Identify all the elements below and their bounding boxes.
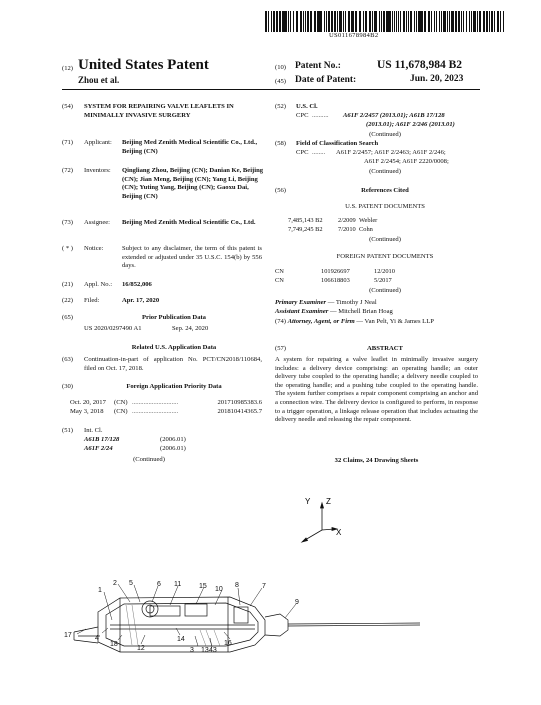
barcode-bar xyxy=(414,11,415,32)
barcode-bar xyxy=(461,11,462,32)
barcode-bar xyxy=(398,11,399,32)
ref-label: 18 xyxy=(110,641,118,648)
barcode-bar xyxy=(453,11,454,32)
barcode-bar xyxy=(328,11,330,32)
ref-label: 15 xyxy=(199,583,207,590)
notice-text: Subject to any disclaimer, the term of this patent is extended or adjusted under 35 U.S.C. 154(b) by 556 days. xyxy=(122,245,262,270)
priority-country: (CN) xyxy=(114,399,128,406)
notice-code: ( * ) xyxy=(62,245,73,252)
ref-label: 6 xyxy=(157,581,161,588)
axis-y-label: Y xyxy=(305,497,311,506)
applicant-code: (71) xyxy=(62,139,73,146)
filed-code: (22) xyxy=(62,297,73,304)
notice-label: Notice: xyxy=(84,245,104,252)
foreign-doc-date: 12/2010 xyxy=(374,268,395,275)
filed-label: Filed: xyxy=(84,297,100,304)
foreign-doc-date: 5/2017 xyxy=(374,277,392,284)
attorney-label: Attorney, Agent, or Firm xyxy=(287,318,355,325)
abstract-heading: ABSTRACT xyxy=(367,345,403,352)
priority-number: 201710985383.6 xyxy=(217,399,262,406)
device-hatching xyxy=(126,605,220,646)
ref-label: 14 xyxy=(177,636,185,643)
cpc-label: CPC xyxy=(296,112,309,119)
barcode-bar xyxy=(421,11,422,32)
ref-label: 9 xyxy=(295,599,299,606)
us-docs-continued: (Continued) xyxy=(369,236,401,243)
barcode-bar xyxy=(303,11,304,32)
uscl-code: (52) xyxy=(275,103,286,110)
ref-label: 1 xyxy=(98,587,102,594)
ref-label: 17 xyxy=(64,632,72,639)
priority-dots: ............................ xyxy=(132,399,179,406)
barcode-bar xyxy=(366,11,367,32)
barcode-bar xyxy=(447,11,448,32)
ref-label: 10 xyxy=(215,586,223,593)
cpc-dots: .......... xyxy=(312,112,329,119)
assistant-examiner: Mitchell Brian Hoag xyxy=(338,308,393,315)
field-continued: (Continued) xyxy=(369,168,401,175)
country-title: United States Patent xyxy=(78,57,209,73)
field-dots: ........ xyxy=(312,149,326,156)
barcode-bar xyxy=(489,11,490,32)
intcl-class: A61B 17/128 xyxy=(84,436,120,443)
barcode-bar xyxy=(268,11,269,32)
barcode-bar xyxy=(375,11,377,32)
barcode-bar xyxy=(381,11,382,32)
barcode-bar xyxy=(311,11,312,32)
date-code: (45) xyxy=(275,78,286,85)
header-rule xyxy=(62,89,480,90)
barcode-bar xyxy=(458,11,460,32)
ref-label: 11 xyxy=(174,581,182,588)
ref-label: 2 xyxy=(113,580,117,587)
prior-code: (65) xyxy=(62,314,73,321)
inventors-label: Inventors: xyxy=(84,167,111,174)
barcode-bar xyxy=(406,11,407,32)
barcode-bar xyxy=(477,11,478,32)
field-cpc-label: CPC xyxy=(296,149,309,156)
barcode-bar xyxy=(314,11,316,32)
barcode-bar xyxy=(434,11,435,32)
us-doc-number: 7,485,143 B2 xyxy=(288,217,323,224)
axes-diagram xyxy=(302,503,337,542)
barcode-bar xyxy=(360,11,361,32)
foreign-doc-country: CN xyxy=(275,277,284,284)
barcode-bar xyxy=(416,11,417,32)
priority-row xyxy=(70,408,262,417)
barcode-bar xyxy=(500,11,502,32)
barcode-bar xyxy=(352,11,353,32)
prior-publication-heading: Prior Publication Data xyxy=(142,314,206,321)
priority-list xyxy=(70,399,262,416)
us-doc-number: 7,749,245 B2 xyxy=(288,226,323,233)
barcode-bar xyxy=(463,11,464,32)
axis-z-label: Z xyxy=(326,497,331,506)
assignee-label: Assignee: xyxy=(84,219,111,226)
intcl-code: (51) xyxy=(62,427,73,434)
barcode-bar xyxy=(383,11,385,32)
axis-x-label: X xyxy=(336,528,342,537)
barcode-bar xyxy=(326,11,327,32)
references-heading: References Cited xyxy=(361,187,409,194)
barcode-bar xyxy=(343,11,344,32)
intcl-version: (2006.01) xyxy=(160,445,186,452)
field-code: (58) xyxy=(275,140,286,147)
priority-date: Oct. 20, 2017 xyxy=(70,399,106,406)
barcode-bar xyxy=(466,11,468,32)
ref-label: 12 xyxy=(137,645,145,652)
barcode-bar xyxy=(410,11,412,32)
foreign-docs-heading: FOREIGN PATENT DOCUMENTS xyxy=(336,253,434,260)
barcode-bar xyxy=(305,11,306,32)
uscl-label: U.S. Cl. xyxy=(296,103,318,110)
priority-row xyxy=(70,399,262,408)
foreign-doc-number: 101926697 xyxy=(321,268,350,275)
ref-label: 8 xyxy=(235,582,239,589)
barcode-bar xyxy=(273,11,275,32)
barcode-bar xyxy=(471,11,472,32)
barcode-bar xyxy=(491,11,492,32)
uscl-line-1: A61F 2/2457 (2013.01); A61B 17/128 xyxy=(343,112,445,119)
barcode-bar xyxy=(324,11,325,32)
ref-label: 7 xyxy=(262,583,266,590)
patent-no-label: Patent No.: xyxy=(295,61,341,71)
barcode-bar xyxy=(486,11,488,32)
uscl-line-2: (2013.01); A61F 2/246 (2013.01) xyxy=(366,121,455,128)
primary-examiner-label: Primary Examiner xyxy=(275,299,327,306)
attorney: Van Pelt, Yi & James LLP xyxy=(364,318,434,325)
ref-label: 43 xyxy=(209,647,217,654)
barcode-bar xyxy=(392,11,393,32)
priority-date: May 3, 2018 xyxy=(70,407,104,415)
assignee: Beijing Med Zenith Medical Scientific Co., Ltd. xyxy=(122,219,256,226)
barcode-bar xyxy=(359,11,360,32)
ref-label: 16 xyxy=(224,640,232,647)
intcl-version: (2006.01) xyxy=(160,436,186,443)
ref-label: 5 xyxy=(129,580,133,587)
foreign-docs-continued: (Continued) xyxy=(369,287,401,294)
barcode-bar xyxy=(494,11,496,32)
barcode-bar xyxy=(279,11,281,32)
barcode-bar xyxy=(369,11,371,32)
barcode-bar xyxy=(297,11,298,32)
barcode-bar xyxy=(290,11,291,32)
claims-summary: 32 Claims, 24 Drawing Sheets xyxy=(334,457,419,464)
intcl-label: Int. Cl. xyxy=(84,427,103,434)
primary-examiner-line: Primary Examiner — Timothy J Neal xyxy=(275,299,377,306)
barcode-bar xyxy=(389,11,391,32)
patent-date: Jun. 20, 2023 xyxy=(410,74,464,84)
refs-code: (56) xyxy=(275,187,286,194)
barcode-bar xyxy=(337,11,338,32)
barcode-bar xyxy=(351,11,352,32)
filed-date: Apr. 17, 2020 xyxy=(122,297,160,304)
applicant: Beijing Med Zenith Medical Scientific Co., Ltd., Beijing (CN) xyxy=(122,139,258,155)
field-label: Field of Classification Search xyxy=(296,140,379,147)
barcode-bar xyxy=(403,11,405,32)
us-doc-name: Webler xyxy=(359,217,378,224)
barcode-bar xyxy=(300,11,302,32)
barcode-bar xyxy=(408,11,409,32)
patent-number: US 11,678,984 B2 xyxy=(377,59,462,71)
barcode-bar xyxy=(439,11,441,32)
primary-examiner: Timothy J Neal xyxy=(335,299,377,306)
country-code: (12) xyxy=(62,65,73,72)
continuation-text: Continuation-in-part of application No. PCT/CN2018/110684, filed on Oct. 17, 2018. xyxy=(84,356,262,372)
barcode-bar xyxy=(265,11,267,32)
inventor-short: Zhou et al. xyxy=(78,75,120,85)
barcode-bar xyxy=(271,11,272,32)
priority-country: (CN) xyxy=(114,407,128,415)
us-docs-heading: U.S. PATENT DOCUMENTS xyxy=(345,203,425,210)
application-number: 16/852,006 xyxy=(122,281,152,288)
abstract-code: (57) xyxy=(275,345,286,352)
ref-label: 4 xyxy=(95,635,99,642)
priority-number: 201810414365.7 xyxy=(217,407,262,415)
field-line-1: A61F 2/2457; A61F 2/2463; A61F 2/246; xyxy=(336,149,446,156)
barcode-bar xyxy=(293,11,295,32)
continuation-code: (63) xyxy=(62,356,73,363)
ref-label: 3 xyxy=(190,647,194,654)
barcode-bar xyxy=(320,11,322,32)
barcode-bar xyxy=(400,11,401,32)
appl-code: (21) xyxy=(62,281,73,288)
barcode-bar xyxy=(424,11,426,32)
inventors-code: (72) xyxy=(62,167,73,174)
assistant-examiner-label: Assistant Examiner xyxy=(275,308,329,315)
priority-dots: ............................ xyxy=(132,407,179,415)
barcode-bar xyxy=(345,11,346,32)
inventors: Qingliang Zhou, Beijing (CN); Danian Ke, Beijing (CN); Jian Meng, Beijing (CN); Yang Li, Beijing (CN); Yuting Yang, Beijing (CN); Gaoxu Dai, Beijing (CN) xyxy=(122,167,264,200)
foreign-priority-heading: Foreign Application Priority Data xyxy=(126,383,222,390)
barcode-bar xyxy=(469,11,470,32)
appl-label: Appl. No.: xyxy=(84,281,113,288)
field-line-2: A61F 2/2454; A61F 2220/0008; xyxy=(364,158,449,165)
us-doc-date: 2/2009 xyxy=(338,217,356,224)
barcode-bar xyxy=(479,11,481,32)
barcode-bar xyxy=(348,11,350,32)
leader-lines xyxy=(77,584,296,647)
foreign-doc-country: CN xyxy=(275,268,284,275)
us-doc-name: Cohn xyxy=(359,226,373,233)
barcode-bar xyxy=(436,11,437,32)
invention-title: SYSTEM FOR REPAIRING VALVE LEAFLETS IN MINIMALLY INVASIVE SURGERY xyxy=(84,103,234,119)
us-doc-date: 7/2010 xyxy=(338,226,356,233)
prior-publication-number: US 2020/0297490 A1 xyxy=(84,325,142,332)
barcode-bar xyxy=(296,11,297,32)
date-label: Date of Patent: xyxy=(295,75,357,85)
intcl-continued: (Continued) xyxy=(133,456,165,463)
patent-no-code: (10) xyxy=(275,64,286,71)
barcode-bar xyxy=(455,11,456,32)
intcl-class: A61F 2/24 xyxy=(84,445,113,452)
assistant-examiner-line: Assistant Examiner — Mitchell Brian Hoag xyxy=(275,308,393,315)
barcode-bar xyxy=(288,11,289,32)
foreign-priority-code: (30) xyxy=(62,383,73,390)
barcode-bar xyxy=(431,11,433,32)
barcode xyxy=(265,11,505,32)
barcode-bar xyxy=(503,11,504,32)
barcode-bar xyxy=(282,11,283,32)
uscl-continued: (Continued) xyxy=(369,131,401,138)
attorney-line: (74) Attorney, Agent, or Firm — Van Pelt, Yi & James LLP xyxy=(275,318,434,325)
device-figure xyxy=(0,480,541,670)
barcode-bar xyxy=(355,11,357,32)
ref-label: 13 xyxy=(201,647,209,654)
barcode-bar xyxy=(444,11,446,32)
assignee-code: (73) xyxy=(62,219,73,226)
prior-publication-date: Sep. 24, 2020 xyxy=(172,325,209,332)
applicant-label: Applicant: xyxy=(84,139,112,146)
title-code: (54) xyxy=(62,103,73,110)
foreign-doc-number: 106618803 xyxy=(321,277,350,284)
related-application-heading: Related U.S. Application Data xyxy=(131,344,217,351)
attorney-code: (74) xyxy=(275,318,286,325)
barcode-bar xyxy=(334,11,336,32)
abstract-text: A system for repairing a valve leaflet in minimally invasive surgery includes: a delivery device comprising: an operating handle; an outer delivery tube coupled to the operating handle; a delivery needle coupled to the operating handle; and a pushing tube coupled to the operating handle. The system further comprises a repair component comprising an anchor and a connection wire. The delivery device is configured to perform, in response to a trigger operation, a linkage release operation that includes actuating the delivery needle and releasing the repair component. xyxy=(275,356,478,424)
barcode-bar xyxy=(379,11,380,32)
barcode-number: US011678984B2 xyxy=(329,32,379,39)
